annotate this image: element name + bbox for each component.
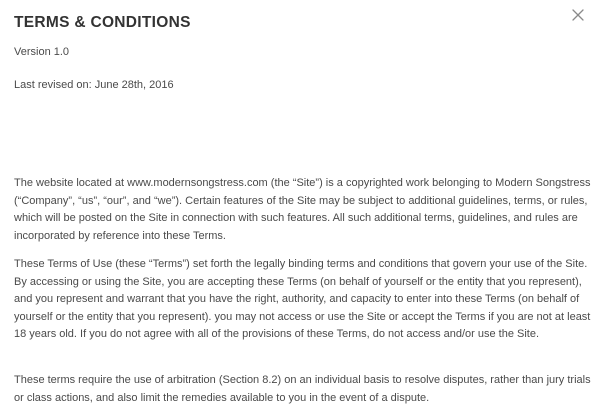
last-revised-label: Last revised on: June 28th, 2016 [14, 79, 174, 91]
terms-paragraph-agreement: These Terms of Use (these “Terms”) set forth the legally binding terms and conditions that govern your use of the Site. By accessing or using the Site, you are accepting these Terms (on behalf of yourself or the entity that you represent), and you represent and warrant that you have the right, authority, and capacity to enter into these Terms (on behalf of yourself or the entity that you represent). you may not access or use the Site or accept the Terms if you are not at least 18 years old. If you do not agree with all of the provisions of these Terms, do not access and/or use the Site. [14, 258, 591, 340]
close-icon [569, 6, 587, 24]
terms-paragraph-intro: The website located at www.modernsongstress.com (the “Site”) is a copyrighted work belonging to Modern Songstress (“Company”, “us”, “our”, and “we”). Certain features of the Site may be subject to additional guidelines, terms, or rules, which will be posted on the Site in connection with such features. All such additional terms, guidelines, and rules are incorporated by reference into these Terms. [14, 177, 591, 242]
terms-paragraph-arbitration: These terms require the use of arbitration (Section 8.2) on an individual basis to resolve disputes, rather than jury trials or class actions, and also limit the remedies available to you in the event of a dispute. [14, 374, 591, 404]
version-label: Version 1.0 [14, 46, 70, 58]
close-button[interactable] [569, 6, 587, 24]
modal-title: TERMS & CONDITIONS [14, 14, 191, 31]
